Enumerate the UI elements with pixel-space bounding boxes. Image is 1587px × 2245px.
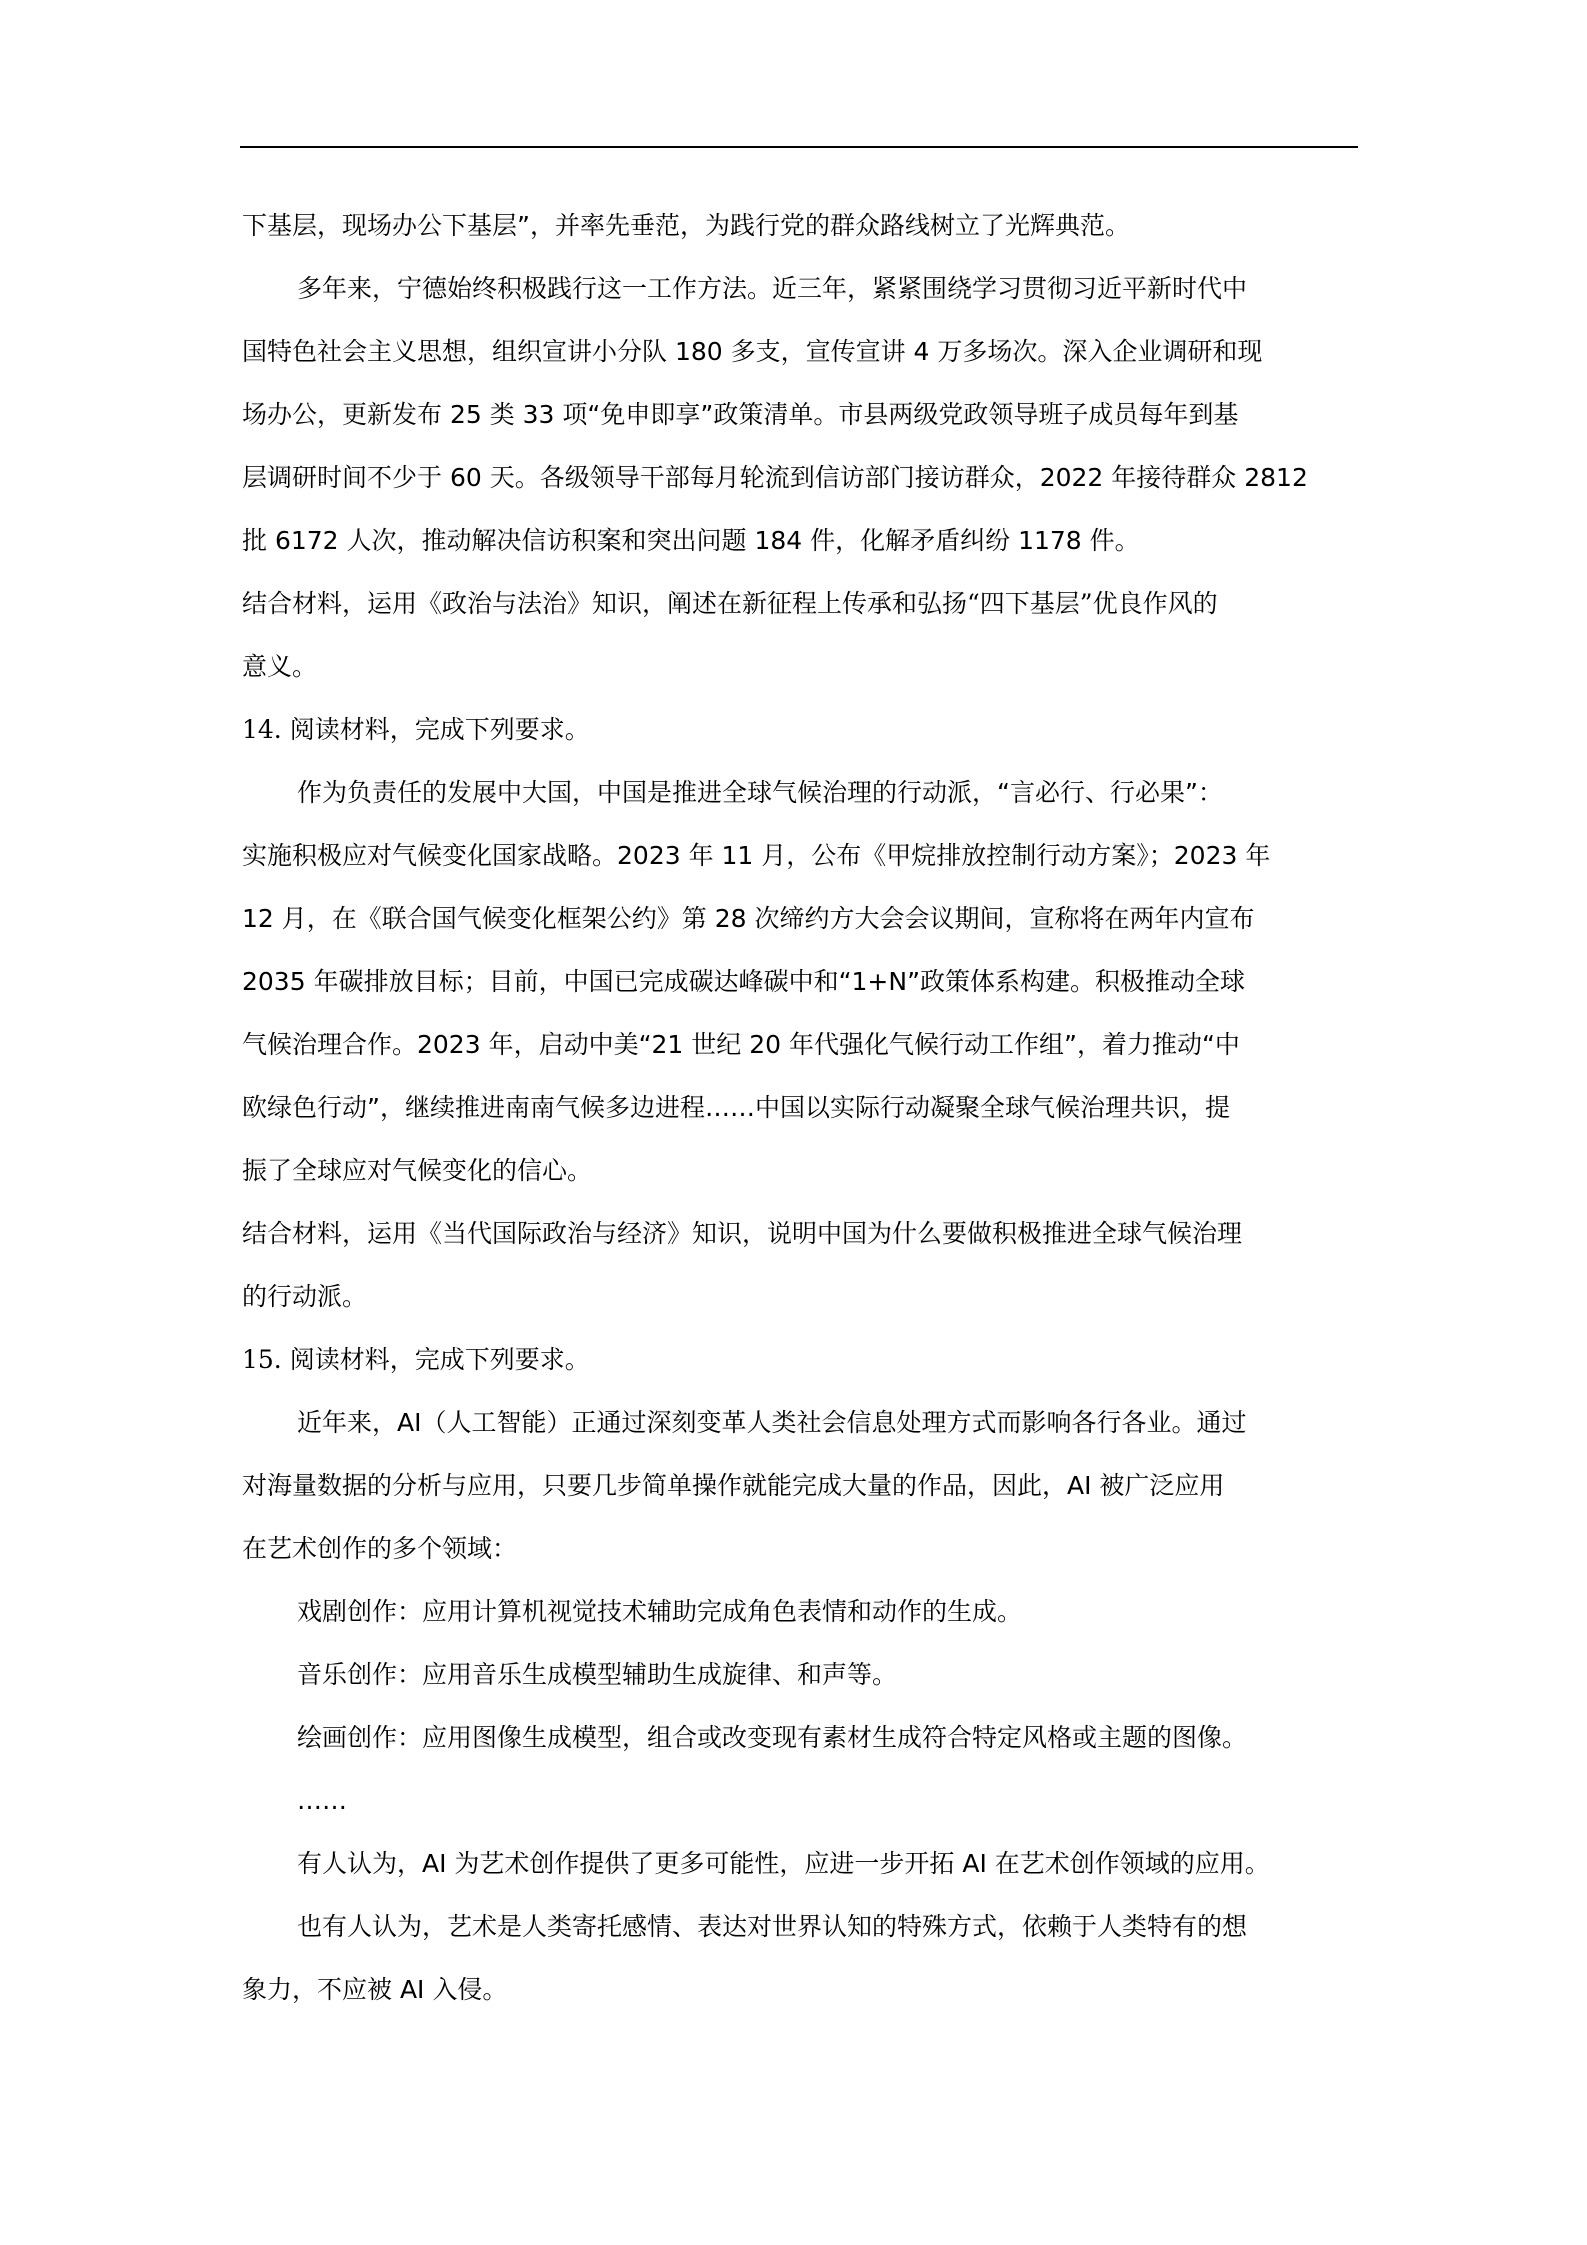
question-line: 15. 阅读材料，完成下列要求。 xyxy=(242,1345,590,1374)
text-line: …… xyxy=(297,1786,347,1815)
text-line: 有人认为，AI 为艺术创作提供了更多可能性，应进一步开拓 AI 在艺术创作领域的应用。 xyxy=(297,1849,1270,1878)
text-line: 音乐创作：应用音乐生成模型辅助生成旋律、和声等。 xyxy=(297,1660,898,1689)
document-body xyxy=(242,194,1358,2021)
text-line: 实施积极应对气候变化国家战略。2023 年 11 月，公布《甲烷排放控制行动方案》；2023 年 xyxy=(242,841,1271,870)
question-line: 的行动派。 xyxy=(242,1282,368,1311)
text-line: 在艺术创作的多个领域： xyxy=(242,1534,518,1563)
text-line: 批 6172 人次，推动解决信访积案和突出问题 184 件，化解矛盾纠纷 1178 件。 xyxy=(242,526,1140,555)
question-line: 结合材料，运用《当代国际政治与经济》知识，说明中国为什么要做积极推进全球气候治理 xyxy=(242,1219,1243,1248)
question-line: 14. 阅读材料，完成下列要求。 xyxy=(242,715,590,744)
question-line: 意义。 xyxy=(242,652,318,681)
text-line: 振了全球应对气候变化的信心。 xyxy=(242,1156,593,1185)
text-line: 12 月，在《联合国气候变化框架公约》第 28 次缔约方大会会议期间，宣称将在两年内宣布 xyxy=(242,904,1255,933)
text-line: 2035 年碳排放目标；目前，中国已完成碳达峰碳中和“1+N”政策体系构建。积极推动全球 xyxy=(242,967,1246,996)
text-line: 对海量数据的分析与应用，只要几步简单操作就能完成大量的作品，因此，AI 被广泛应用 xyxy=(242,1471,1225,1500)
text-line: 欧绿色行动”，继续推进南南气候多边进程……中国以实际行动凝聚全球气候治理共识，提 xyxy=(242,1093,1230,1122)
text-line: 近年来，AI（人工智能）正通过深刻变革人类社会信息处理方式而影响各行各业。通过 xyxy=(297,1408,1247,1437)
text-line: 层调研时间不少于 60 天。各级领导干部每月轮流到信访部门接访群众，2022 年接待群众 2812 xyxy=(242,463,1308,492)
text-line: 也有人认为，艺术是人类寄托感情、表达对世界认知的特殊方式，依赖于人类特有的想 xyxy=(297,1912,1248,1941)
header-rule xyxy=(240,146,1358,148)
text-line: 下基层，现场办公下基层”，并率先垂范，为践行党的群众路线树立了光辉典范。 xyxy=(242,211,1130,240)
question-line: 结合材料，运用《政治与法治》知识，阐述在新征程上传承和弘扬“四下基层”优良作风的 xyxy=(242,589,1218,618)
text-line: 国特色社会主义思想，组织宣讲小分队 180 多支，宣传宣讲 4 万多场次。深入企业调研和现 xyxy=(242,337,1263,366)
text-line: 象力，不应被 AI 入侵。 xyxy=(242,1975,508,2004)
text-line: 多年来，宁德始终积极践行这一工作方法。近三年，紧紧围绕学习贯彻习近平新时代中 xyxy=(297,274,1248,303)
text-line: 戏剧创作：应用计算机视觉技术辅助完成角色表情和动作的生成。 xyxy=(297,1597,1023,1626)
text-line: 绘画创作：应用图像生成模型，组合或改变现有素材生成符合特定风格或主题的图像。 xyxy=(297,1723,1248,1752)
text-line: 气候治理合作。2023 年，启动中美“21 世纪 20 年代强化气候行动工作组”，着力推动“中 xyxy=(242,1030,1240,1059)
text-line: 场办公，更新发布 25 类 33 项“免申即享”政策清单。市县两级党政领导班子成员每年到基 xyxy=(242,400,1239,429)
text-line: 作为负责任的发展中大国，中国是推进全球气候治理的行动派，“言必行、行必果”： xyxy=(297,778,1223,807)
